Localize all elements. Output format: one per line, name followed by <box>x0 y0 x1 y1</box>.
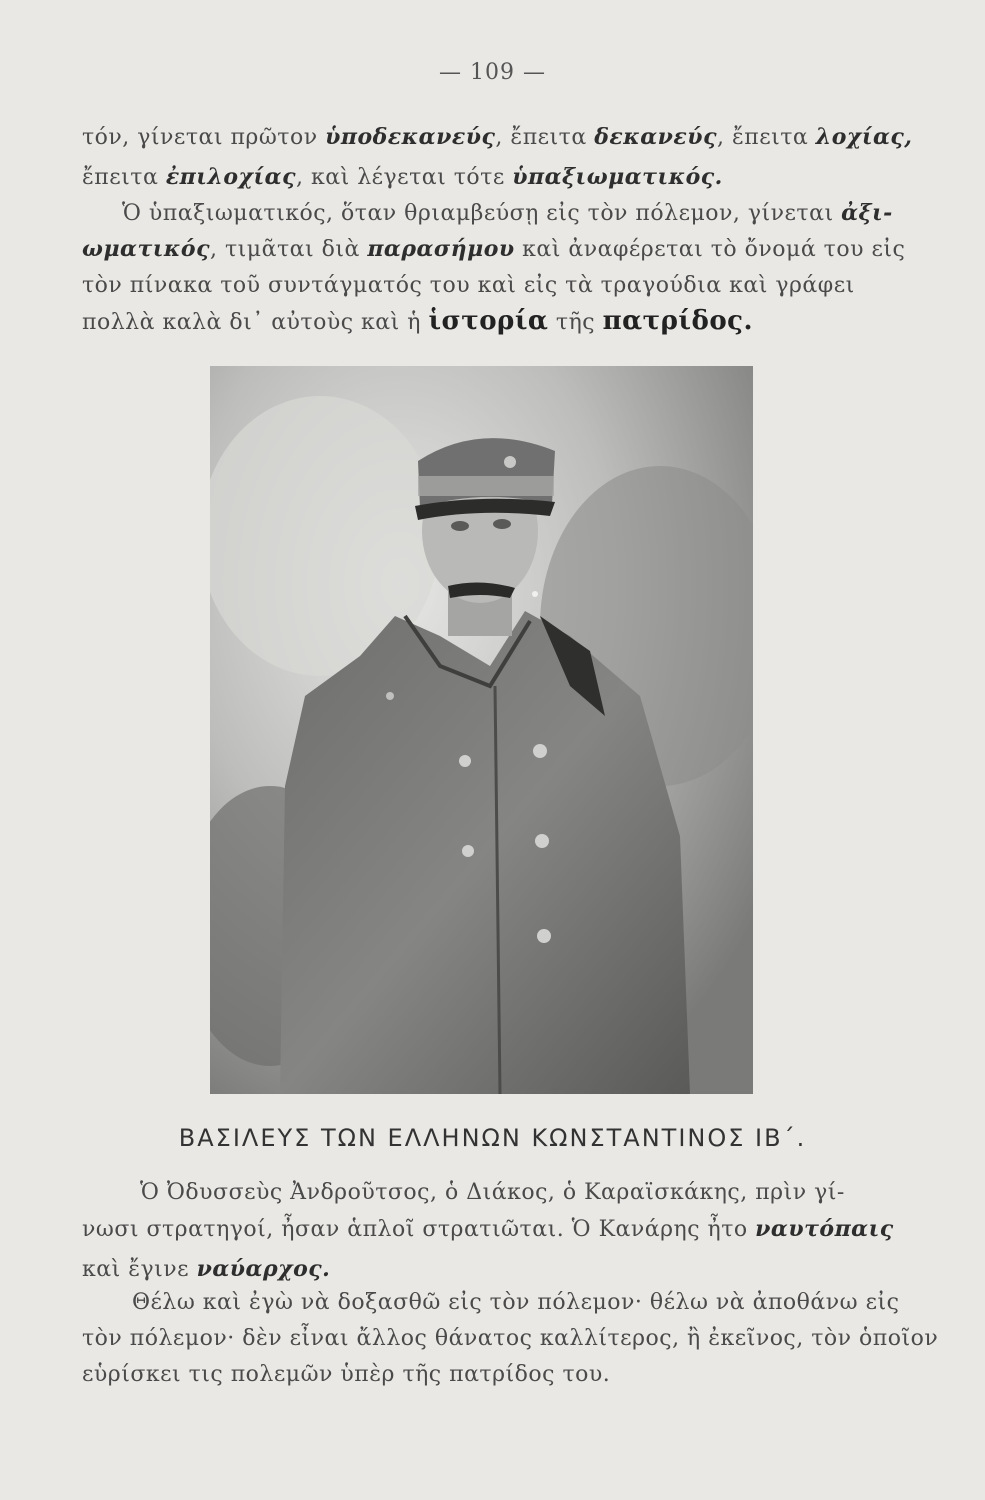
text-line: τὸν πόλεμον· δὲν εἶναι ἄλλος θάνατος καλλίτερος, ἢ ἐκεῖνος, τὸν ὁποῖον <box>82 1326 939 1351</box>
text-line: Θέλω καὶ ἐγὼ νὰ δοξασθῶ εἰς τὸν πόλεμον· θέλω νὰ ἀποθάνω εἰς <box>132 1290 900 1315</box>
text-line: πολλὰ καλὰ δι᾽ αὐτοὺς καὶ ἡ ἱστορία τῆς πατρίδος. <box>82 306 754 336</box>
text-line: Ὁ ὑπαξιωματικός, ὅταν θριαμβεύσῃ εἰς τὸν πόλεμον, γίνεται ἀξι- <box>122 200 893 226</box>
text-line: εὑρίσκει τις πολεμῶν ὑπὲρ τῆς πατρίδος του. <box>82 1362 611 1387</box>
text-line: ωματικός, τιμᾶται διὰ παρασήμου καὶ ἀναφέρεται τὸ ὄνομά του εἰς <box>82 236 906 262</box>
text-line: τόν, γίνεται πρῶτον ὑποδεκανεύς, ἔπειτα δεκανεύς, ἔπειτα λοχίας, <box>82 124 913 150</box>
text-line: νωσι στρατηγοί, ἦσαν ἁπλοῖ στρατιῶται. Ὁ Κανάρης ἦτο ναυτόπαις <box>82 1216 894 1242</box>
text-line: Ὁ Ὀδυσσεὺς Ἀνδροῦτσος, ὁ Διάκος, ὁ Καραϊσκάκης, πρὶν γί- <box>140 1180 845 1205</box>
text-line: τὸν πίνακα τοῦ συντάγματός του καὶ εἰς τὰ τραγούδια καὶ γράφει <box>82 273 855 298</box>
text-line: ἔπειτα ἐπιλοχίας, καὶ λέγεται τότε ὑπαξιωματικός. <box>82 164 723 190</box>
portrait-photo <box>210 366 753 1094</box>
portrait-illustration <box>210 366 753 1094</box>
photo-caption: ΒΑΣΙΛΕΥΣ ΤΩΝ ΕΛΛΗΝΩΝ ΚΩΝΣΤΑΝΤΙΝΟΣ ΙΒ΄. <box>178 1124 807 1152</box>
text-line: καὶ ἔγινε ναύαρχος. <box>82 1256 331 1282</box>
page-number: — 109 — <box>439 60 546 85</box>
